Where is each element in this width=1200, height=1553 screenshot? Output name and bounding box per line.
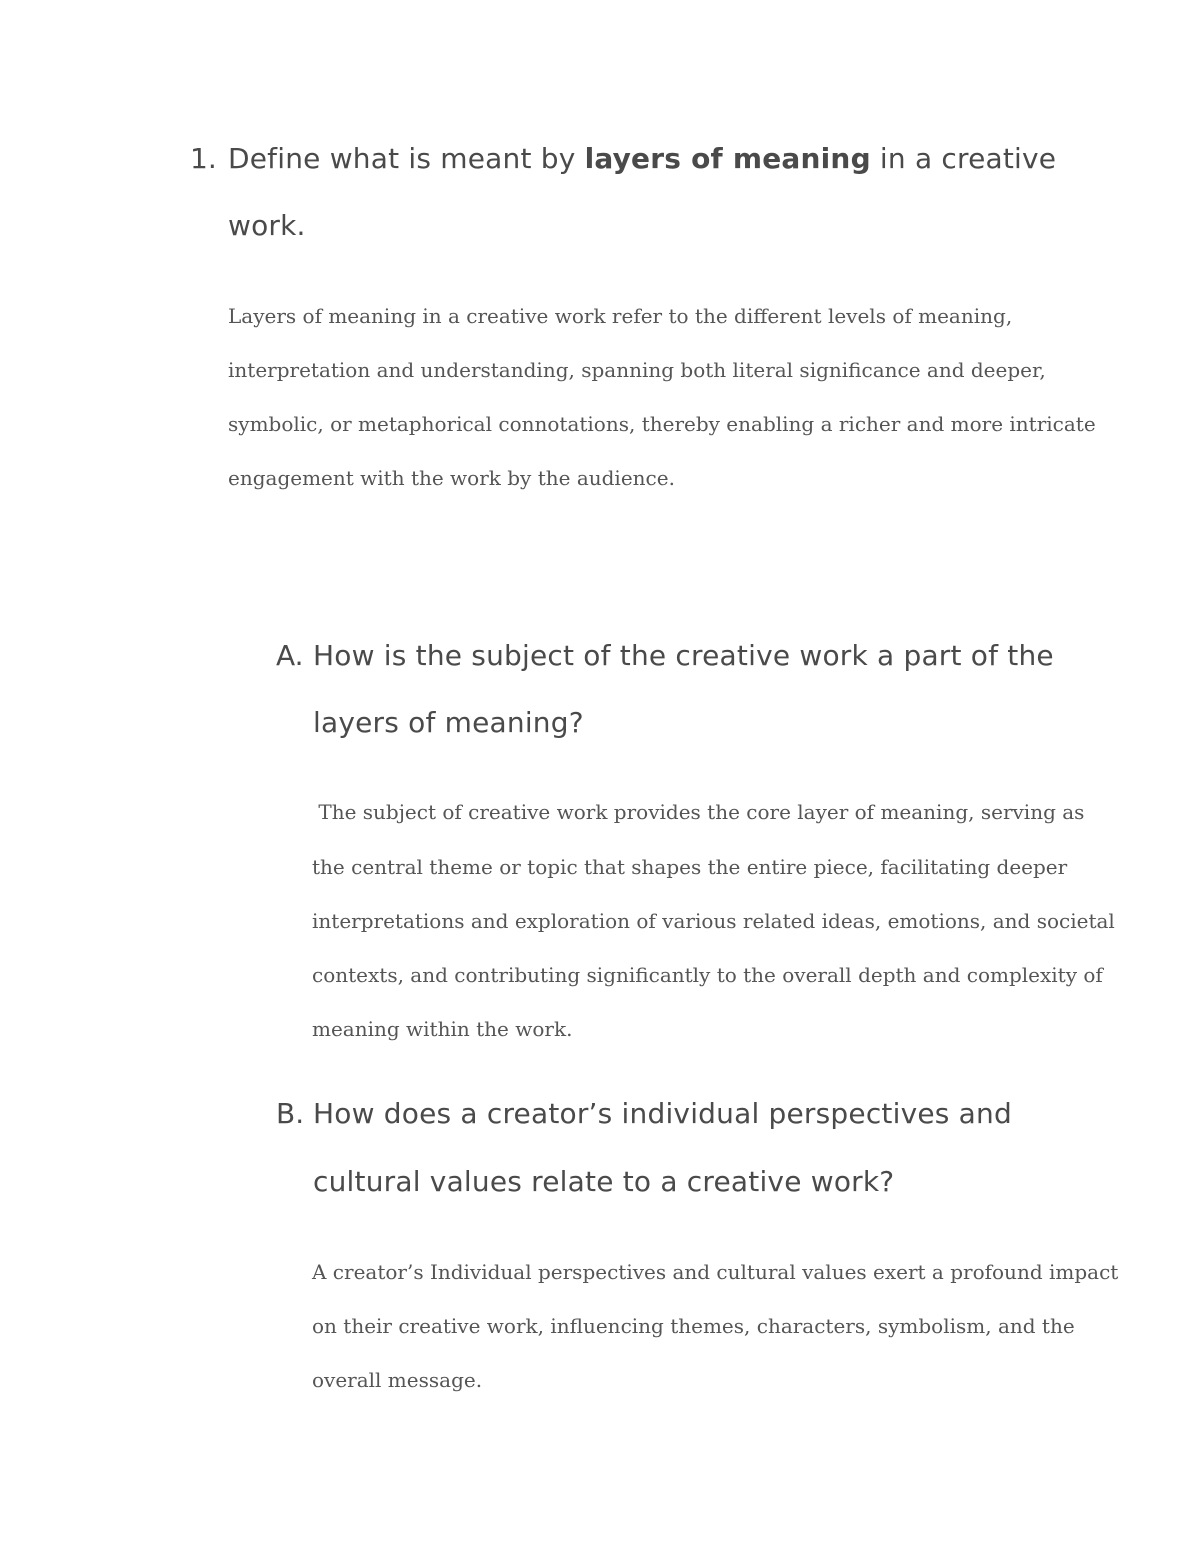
answer-a-line: interpretations and exploration of various related ideas, emotions, and societal: [312, 909, 1115, 933]
answer-1-line: engagement with the work by the audience.: [228, 466, 675, 490]
answer-b-line: overall message.: [312, 1368, 483, 1392]
answer-b-line: A creator’s Individual perspectives and cultural values exert a profound impact: [312, 1260, 1119, 1284]
answer-1-line: Layers of meaning in a creative work refer to the different levels of meaning,: [228, 304, 1013, 328]
question-1-post: in a creative: [870, 142, 1057, 175]
answer-1-line: interpretation and understanding, spanning both literal significance and deeper,: [228, 358, 1046, 382]
question-a-line-2: layers of meaning?: [313, 706, 584, 739]
question-1-bold-term: layers of meaning: [584, 142, 871, 175]
answer-a-line: the central theme or topic that shapes the entire piece, facilitating deeper: [312, 855, 1068, 879]
question-b-line-2: cultural values relate to a creative work?: [313, 1165, 895, 1198]
question-b-letter: B.: [276, 1097, 305, 1130]
question-a-letter: A.: [276, 639, 304, 672]
answer-a-line: The subject of creative work provides the core layer of meaning, serving as: [312, 800, 1085, 824]
answer-1-line: symbolic, or metaphorical connotations, thereby enabling a richer and more intricate: [228, 412, 1096, 436]
answer-a-line: meaning within the work.: [312, 1017, 573, 1041]
question-1-line-2: work.: [228, 209, 306, 242]
question-1-line-1: [228, 142, 1057, 175]
answer-b-line: on their creative work, influencing themes, characters, symbolism, and the: [312, 1314, 1075, 1338]
question-1-number: 1.: [190, 142, 217, 175]
answer-a-line: contexts, and contributing significantly to the overall depth and complexity of: [312, 963, 1103, 987]
question-a-line-1: How is the subject of the creative work a part of the: [313, 639, 1054, 672]
question-1-pre: Define what is meant by: [228, 142, 585, 175]
question-b-line-1: How does a creator’s individual perspectives and: [313, 1097, 1012, 1130]
